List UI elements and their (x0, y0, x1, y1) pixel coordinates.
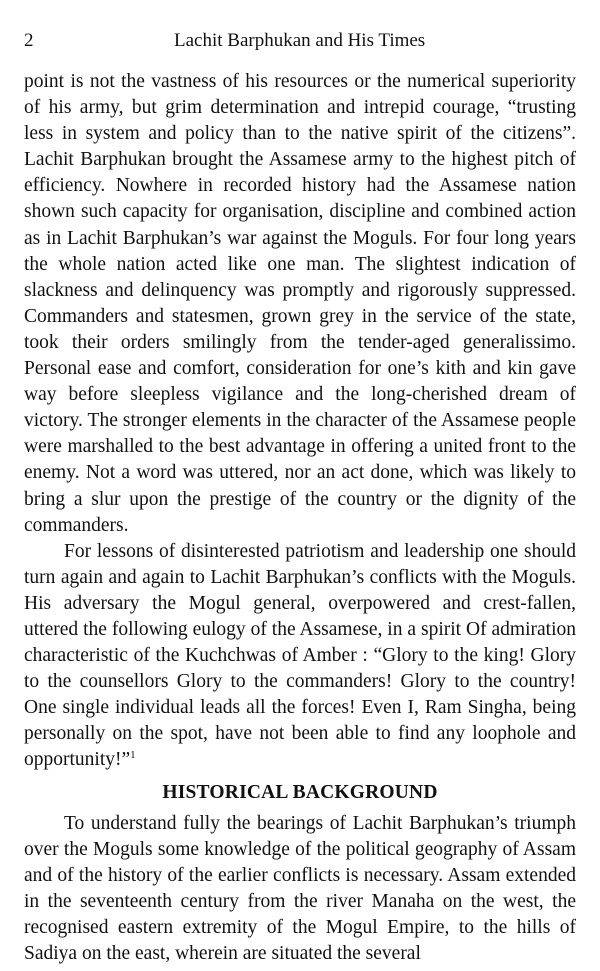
running-title: Lachit Barphukan and His Times (174, 30, 426, 51)
footnote-marker: 1 (130, 749, 136, 762)
page-header (24, 30, 576, 60)
paragraph-eulogy-text: For lessons of disinterested patriotism and leadership one should turn again and again to Lachit Barphukan’s conflicts with the Moguls. His adversary the Mogul general, overpowered and crest-fallen, uttered the following eulogy of the Assamese, in a spirit Of admiration characteristic of the Kuchchwas of Amber : “Glory to the king! Glory to the counsellors Glory to the commanders! Glory to the country! One single individual leads all the forces! Even I, Ram Singha, being personally on the spot, have not been able to find any loophole and opportunity!” (24, 540, 576, 771)
body-text (24, 69, 576, 967)
paragraph-background: To understand fully the bearings of Lachit Barphukan’s triumph over the Moguls some knowledge of the political geography of Assam and of the history of the earlier conflicts is necessary. Assam extended in the seventeenth century from the river Manaha on the west, the recognised eastern extremity of the Mogul Empire, to the hills of Sadiya on the east, wherein are situated the several (24, 812, 576, 965)
section-heading: HISTORICAL BACKGROUND (162, 781, 438, 803)
paragraph-continuation: point is not the vastness of his resources or the numerical superiority of his army, but grim determination and intrepid courage, “trusting less in system and policy than to the native spirit of the citizens”. Lachit Barphukan brought the Assamese army to the highest pitch of efficiency. Nowhere in recorded history had the Assamese nation shown such capacity for organisation, discipline and combined action as in Lachit Barphukan’s war against the Moguls. For four long years the whole nation acted like one man. The slightest indication of slackness and delinquency was promptly and rigorously suppressed. Commanders and statesmen, grown grey in the service of the state, took their orders smilingly from the tender-aged generalissimo. Personal ease and comfort, consideration for one’s kith and kin gave way before sleepless vigilance and the long-cherished dream of victory. The stronger elements in the character of the Assamese people were marshalled to the best advantage in offering a united front to the enemy. Not a word was uttered, nor an act done, which was likely to bring a slur upon the prestige of the country or the dignity of the commanders. (24, 71, 576, 536)
page-number: 2 (24, 30, 34, 51)
paragraph-eulogy (24, 539, 576, 774)
